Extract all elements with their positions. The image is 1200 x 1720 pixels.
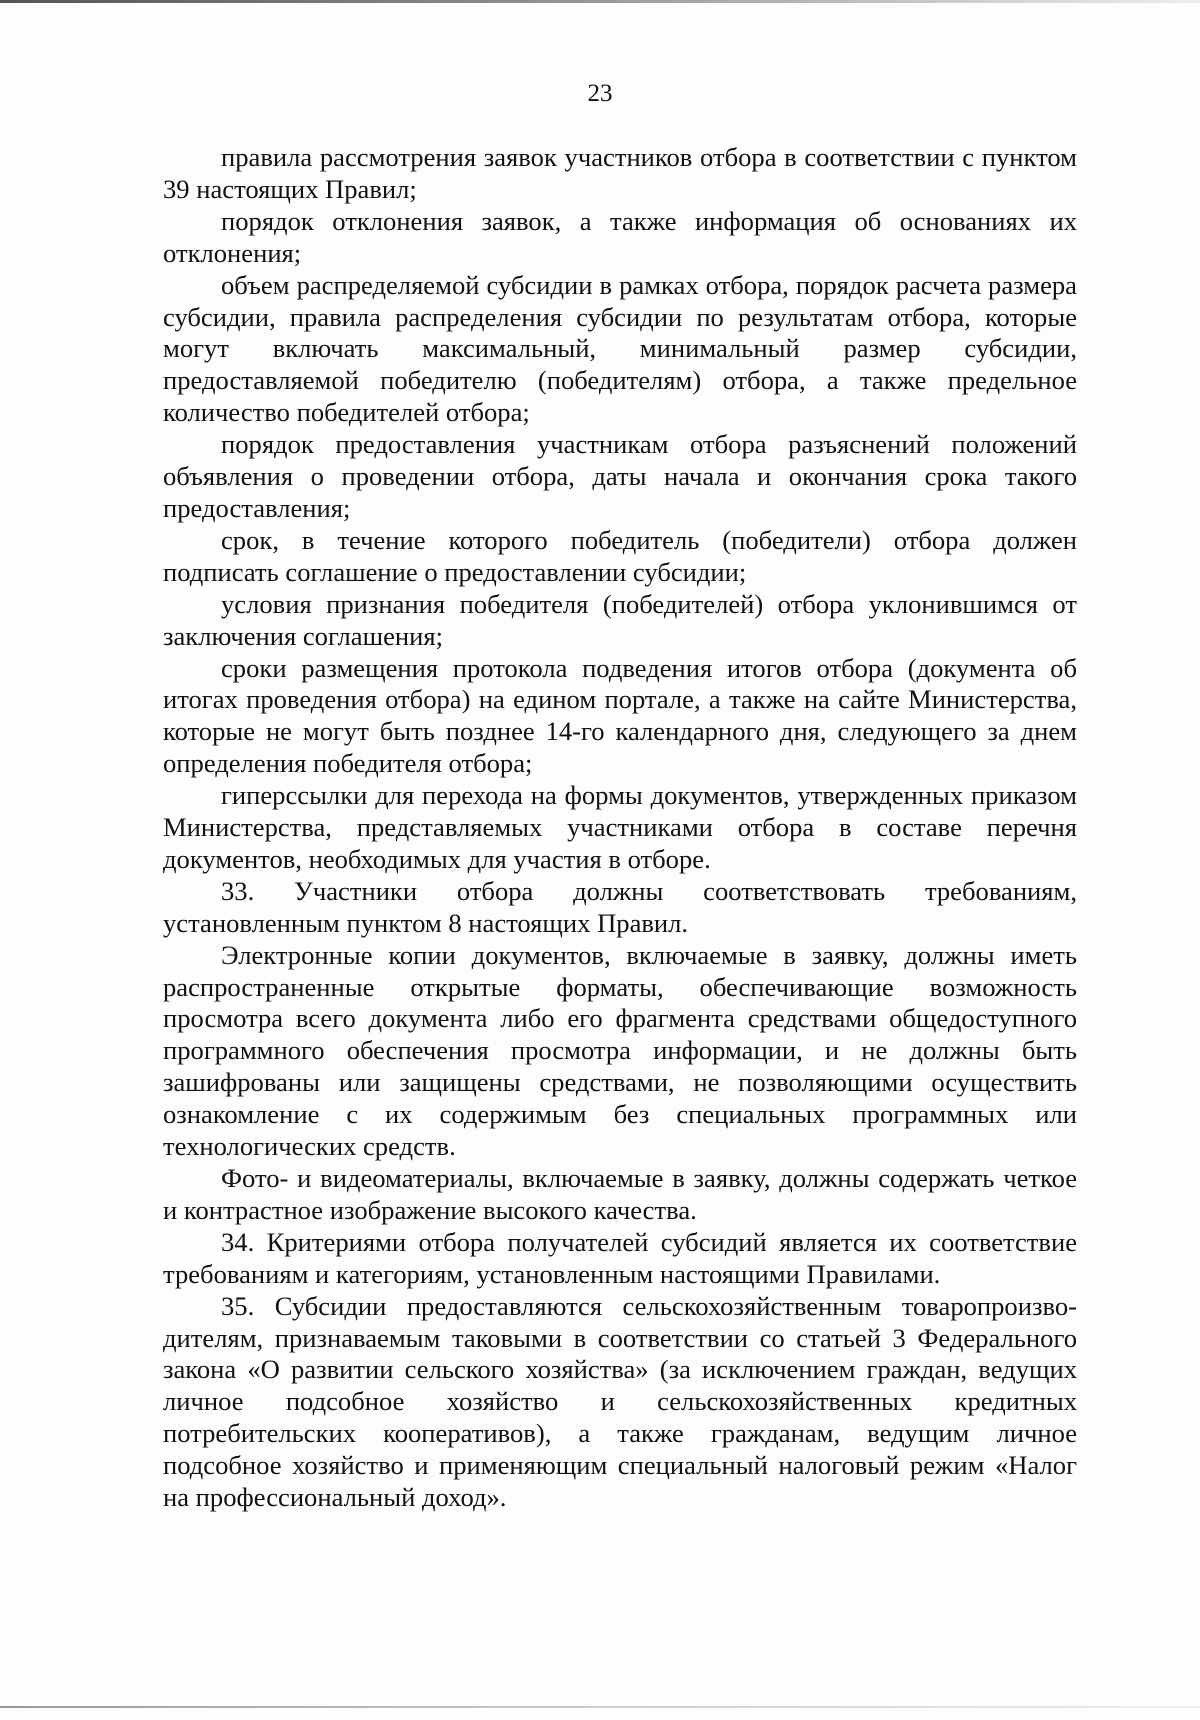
- document-body: [163, 142, 1077, 1514]
- paragraph: срок, в течение которого победитель (победители) отбора должен подписать соглашение о предоставлении субсидии;: [163, 524, 1077, 587]
- paragraph: гиперссылки для перехода на формы документов, утвержденных приказом Министерства, представляемых участниками отбора в составе перечня документов, необходимых для участия в отборе.: [163, 780, 1077, 874]
- paragraph: 33. Участники отбора должны соответствовать требованиям, установленным пунктом 8 настоящих Правил.: [163, 875, 1077, 938]
- page-number: 23: [587, 80, 613, 107]
- scan-edge-top: [0, 0, 1200, 3]
- paragraph: сроки размещения протокола подведения итогов отбора (документа об итогах проведения отбора) на едином портале, а также на сайте Министерства, которые не могут быть позднее 14-го календарного дня, следующего за днем определения победителя отбора;: [163, 652, 1077, 779]
- paragraph: Фото- и видеоматериалы, включаемые в заявку, должны содержать четкое и контрастное изображение высокого качества.: [163, 1163, 1077, 1225]
- paragraph: правила рассмотрения заявок участников отбора в соответствии с пунктом 39 настоящих Правил;: [163, 142, 1077, 204]
- scan-edge-bottom: [0, 1706, 1200, 1708]
- paragraph: 34. Критериями отбора получателей субсидий является их соответствие требованиям и категориям, установленным настоящими Правилами.: [163, 1226, 1077, 1289]
- paragraph: порядок отклонения заявок, а также информация об основаниях их отклонения;: [163, 205, 1077, 268]
- paragraph: Электронные копии документов, включаемые в заявку, должны иметь распространенные открытые форматы, обеспечивающие возможность просмотра всего документа либо его фрагмента средствами общедоступного программного обеспечения просмотра информации, и не должны быть зашифрованы или защищены средствами, не позволяющими осуществить ознакомление с их содержимым без специальных программных или технологических средств.: [163, 939, 1077, 1162]
- paragraph: 35. Субсидии предоставляются сельскохозяйственным товаропроизво-дителям, признаваемым таковыми в соответствии со статьей 3 Федерального закона «О развитии сельского хозяйства» (за исключением граждан, ведущих личное подсобное хозяйство и сельскохозяйственных кредитных потребительских кооперативов), а также гражданам, ведущим личное подсобное хозяйство и применяющим специальный налоговый режим «Налог на профессиональный доход».: [163, 1290, 1077, 1513]
- paragraph: условия признания победителя (победителей) отбора уклонившимся от заключения соглашения;: [163, 588, 1077, 651]
- paragraph: объем распределяемой субсидии в рамках отбора, порядок расчета размера субсидии, правила распределения субсидии по результатам отбора, которые могут включать максимальный, минимальный размер субсидии, предоставляемой победителю (победителям) отбора, а также предельное количество победителей отбора;: [163, 269, 1077, 428]
- paragraph: порядок предоставления участникам отбора разъяснений положений объявления о проведении отбора, даты начала и окончания срока такого предоставления;: [163, 429, 1077, 523]
